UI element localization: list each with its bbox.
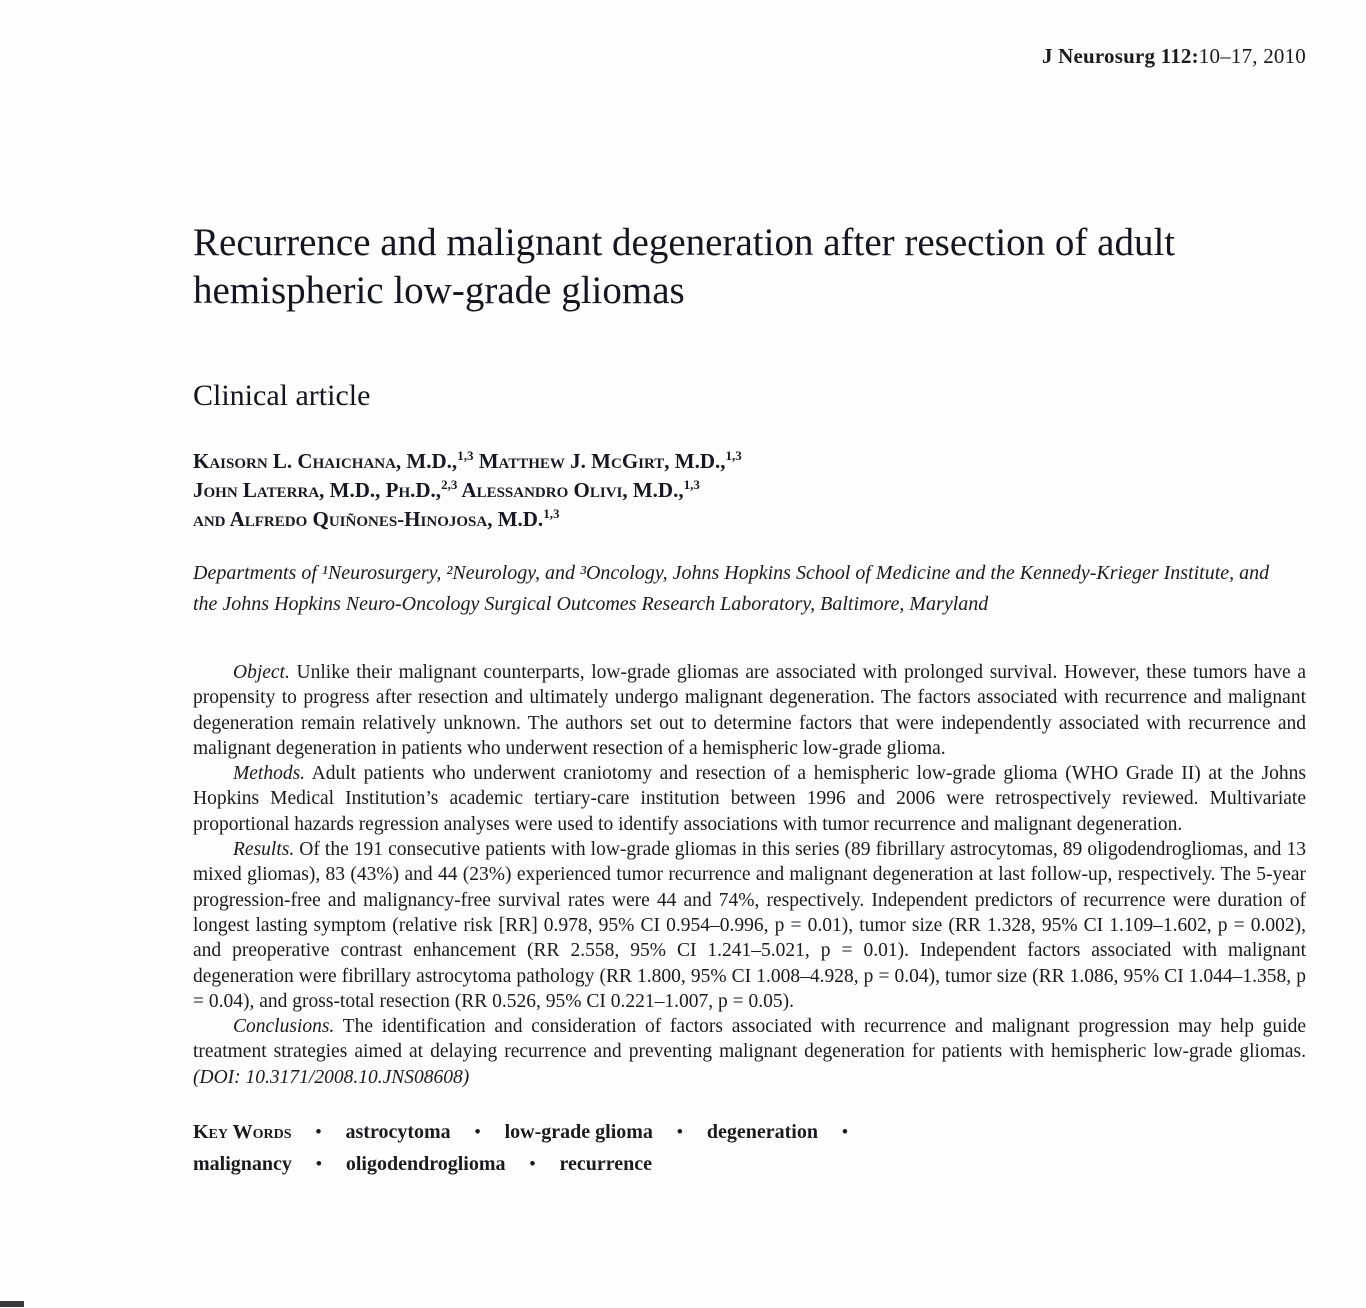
keyword-row xyxy=(193,1148,1306,1180)
doi-text: (DOI: 10.3171/2008.10.JNS08608) xyxy=(193,1066,470,1088)
author-affiliation-superscript: 1,3 xyxy=(683,477,700,492)
article-type-heading: Clinical article xyxy=(193,379,371,412)
keyword-row xyxy=(193,1116,1306,1148)
scan-artifact-mark xyxy=(0,1301,24,1307)
paragraph-label: Results. xyxy=(233,839,295,861)
keyword-item: low-grade glioma xyxy=(504,1121,653,1144)
bullet-separator: • xyxy=(529,1154,536,1174)
author-affiliation-superscript: 2,3 xyxy=(441,477,458,492)
journal-name-volume: J Neurosurg 112: xyxy=(1041,44,1199,68)
abstract-paragraph-object: Object. Unlike their malignant counterparts, low-grade gliomas are associated with prolonged survival. However, these tumors have a propensity to progress after resection and ultimately undergo malignant degeneration. The factors associated with recurrence and malignant degeneration remain relatively unknown. The authors set out to determine factors that were independently associated with recurrence and malignant degeneration in patients who underwent resection of a hemispheric low-grade glioma. xyxy=(193,662,1306,759)
keywords-label: Key Words xyxy=(193,1121,292,1144)
keyword-item: recurrence xyxy=(559,1153,653,1176)
paragraph-label: Methods. xyxy=(233,763,306,785)
keyword-item: oligodendroglioma xyxy=(345,1153,506,1176)
abstract-paragraph-methods: Methods. Adult patients who underwent craniotomy and resection of a hemispheric low-grade glioma (WHO Grade II) at the Johns Hopkins Medical Institution’s academic tertiary-care institution between 1996 and 2006 were retrospectively reviewed. Multivariate proportional hazards regression analyses were used to identify associations with tumor recurrence and malignant degeneration. xyxy=(193,763,1306,835)
abstract-paragraph-conclusions: Conclusions. The identification and consideration of factors associated with recurrence and malignant progression may help guide treatment strategies aimed at delaying recurrence and preventing malignant degeneration for patients with hemispheric low-grade gliomas. (DOI: 10.3171/2008.10.JNS08608) xyxy=(193,1016,1306,1088)
bullet-separator: • xyxy=(315,1154,322,1174)
abstract-block xyxy=(193,660,1306,1090)
keyword-item: astrocytoma xyxy=(345,1121,451,1144)
keyword-item: malignancy xyxy=(193,1153,292,1176)
bullet-separator: • xyxy=(474,1122,481,1142)
author-line: and Alfredo Quiñones-Hinojosa, M.D.$^{1,3}$ xyxy=(193,506,560,531)
bullet-separator: • xyxy=(315,1122,322,1142)
bullet-separator: • xyxy=(841,1122,848,1142)
author-affiliation-superscript: 1,3 xyxy=(543,506,560,521)
article-title: Recurrence and malignant degeneration after resection of adult hemispheric low-grade gliomas xyxy=(193,221,1176,312)
author-line: John Laterra, M.D., Ph.D.,$^{2,3}$ Alessandro Olivi, M.D.,$^{1,3}$ xyxy=(193,477,700,502)
bullet-separator: • xyxy=(676,1122,683,1142)
author-affiliation-superscript: 1,3 xyxy=(725,448,742,463)
keywords-block xyxy=(193,1116,1306,1180)
journal-pages-year: 10–17, 2010 xyxy=(1198,44,1306,68)
journal-reference xyxy=(193,44,1306,69)
author-affiliation-superscript: 1,3 xyxy=(457,448,474,463)
affiliations-text: Departments of ¹Neurosurgery, ²Neurology, and ³Oncology, Johns Hopkins School of Medicine and the Kennedy-Krieger Institute, and the Johns Hopkins Neuro-Oncology Surgical Outcomes Research Laboratory, Baltimore, Maryland xyxy=(193,562,1270,615)
author-list xyxy=(193,447,1306,534)
abstract-paragraph-results: Results. Of the 191 consecutive patients with low-grade gliomas in this series (89 fibrillary astrocytomas, 89 oligodendrogliomas, and 13 mixed gliomas), 83 (43%) and 44 (23%) experienced tumor recurrence and malignant degeneration at last follow-up, respectively. The 5-year progression-free and malignancy-free survival rates were 44 and 74%, respectively. Independent predictors of recurrence were duration of longest lasting symptom (relative risk [RR] 0.978, 95% CI 0.954–0.996, p = 0.01), tumor size (RR 1.328, 95% CI 1.109–1.602, p = 0.002), and preoperative contrast enhancement (RR 2.558, 95% CI 1.241–5.021, p = 0.01). Independent factors associated with malignant degeneration were fibrillary astrocytoma pathology (RR 1.800, 95% CI 1.008–4.928, p = 0.04), tumor size (RR 1.086, 95% CI 1.044–1.358, p = 0.04), and gross-total resection (RR 0.526, 95% CI 0.221–1.007, p = 0.05). xyxy=(193,839,1306,1012)
keyword-item: degeneration xyxy=(706,1121,818,1144)
paragraph-label: Object. xyxy=(233,662,290,683)
paragraph-label: Conclusions. xyxy=(233,1016,335,1038)
author-line: Kaisorn L. Chaichana, M.D.,$^{1,3}$ Matthew J. McGirt, M.D.,$^{1,3}$ xyxy=(193,448,742,473)
